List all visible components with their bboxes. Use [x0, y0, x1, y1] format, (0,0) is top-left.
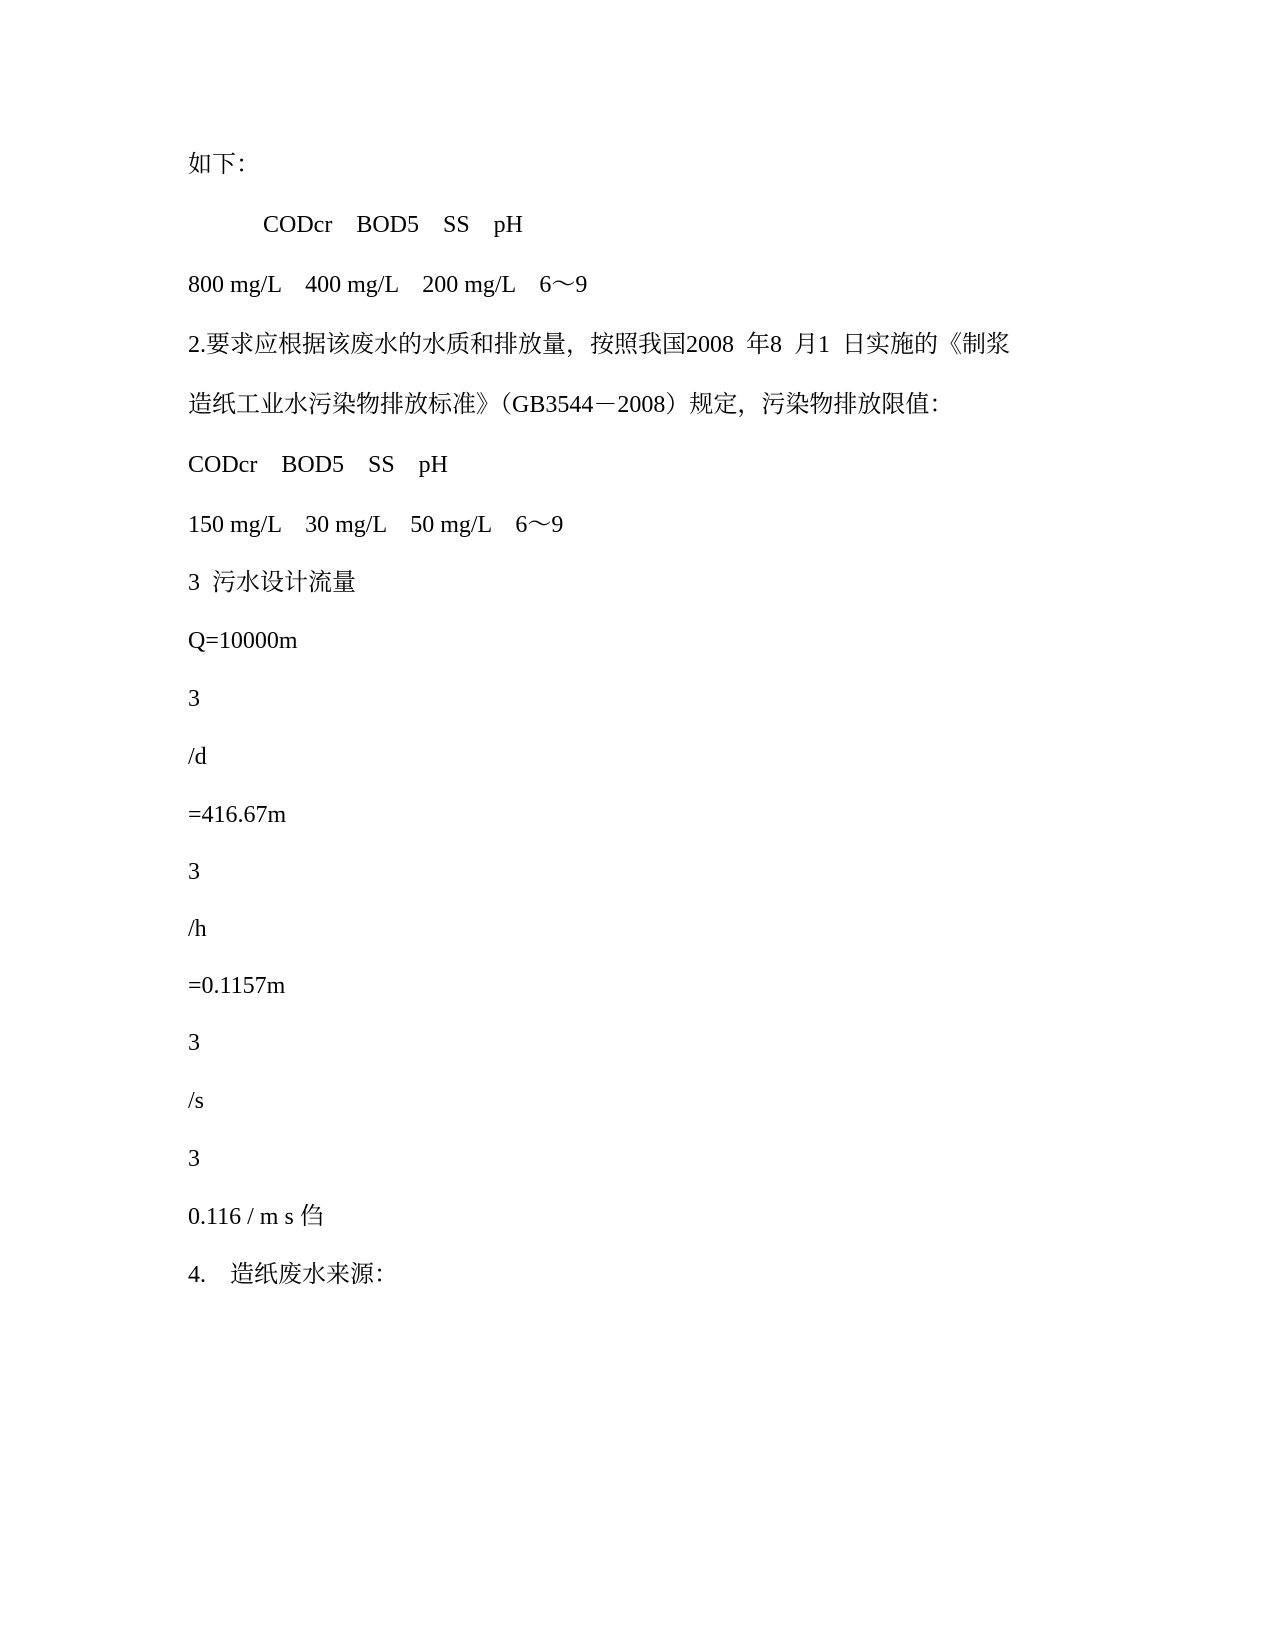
flow-daily-value: Q=10000m [188, 628, 298, 654]
requirement-paragraph-line-2: 造纸工业水污染物排放标准》（GB3544－2008）规定，污染物排放限值： [188, 392, 954, 418]
section-heading-design-flow: 3 污水设计流量 [188, 570, 356, 596]
flow-second-unit: /s [188, 1088, 205, 1114]
flow-rounded-exponent: 3 [188, 1146, 200, 1172]
intro-text: 如下： [188, 152, 260, 178]
influent-header-row: CODcr BOD5 SS pH [263, 212, 524, 238]
flow-daily-exponent: 3 [188, 686, 200, 712]
flow-second-exponent: 3 [188, 1030, 200, 1056]
flow-daily-unit: /d [188, 744, 207, 770]
flow-hourly-exponent: 3 [188, 859, 200, 885]
requirement-paragraph-line-1: 2.要求应根据该废水的水质和排放量，按照我国2008 年8 月1 日实施的《制浆 [188, 332, 1010, 358]
flow-hourly-value: =416.67m [188, 802, 287, 828]
section-heading-wastewater-source: 4. 造纸废水来源： [188, 1262, 398, 1288]
limits-header-row: CODcr BOD5 SS pH [188, 452, 449, 478]
flow-second-value: =0.1157m [188, 973, 286, 999]
limits-values-row: 150 mg/L 30 mg/L 50 mg/L 6～9 [188, 512, 564, 538]
influent-values-row: 800 mg/L 400 mg/L 200 mg/L 6～9 [188, 272, 588, 298]
flow-hourly-unit: /h [188, 916, 207, 942]
flow-rounded-value: 0.116 / m s 㑇 [188, 1204, 324, 1230]
